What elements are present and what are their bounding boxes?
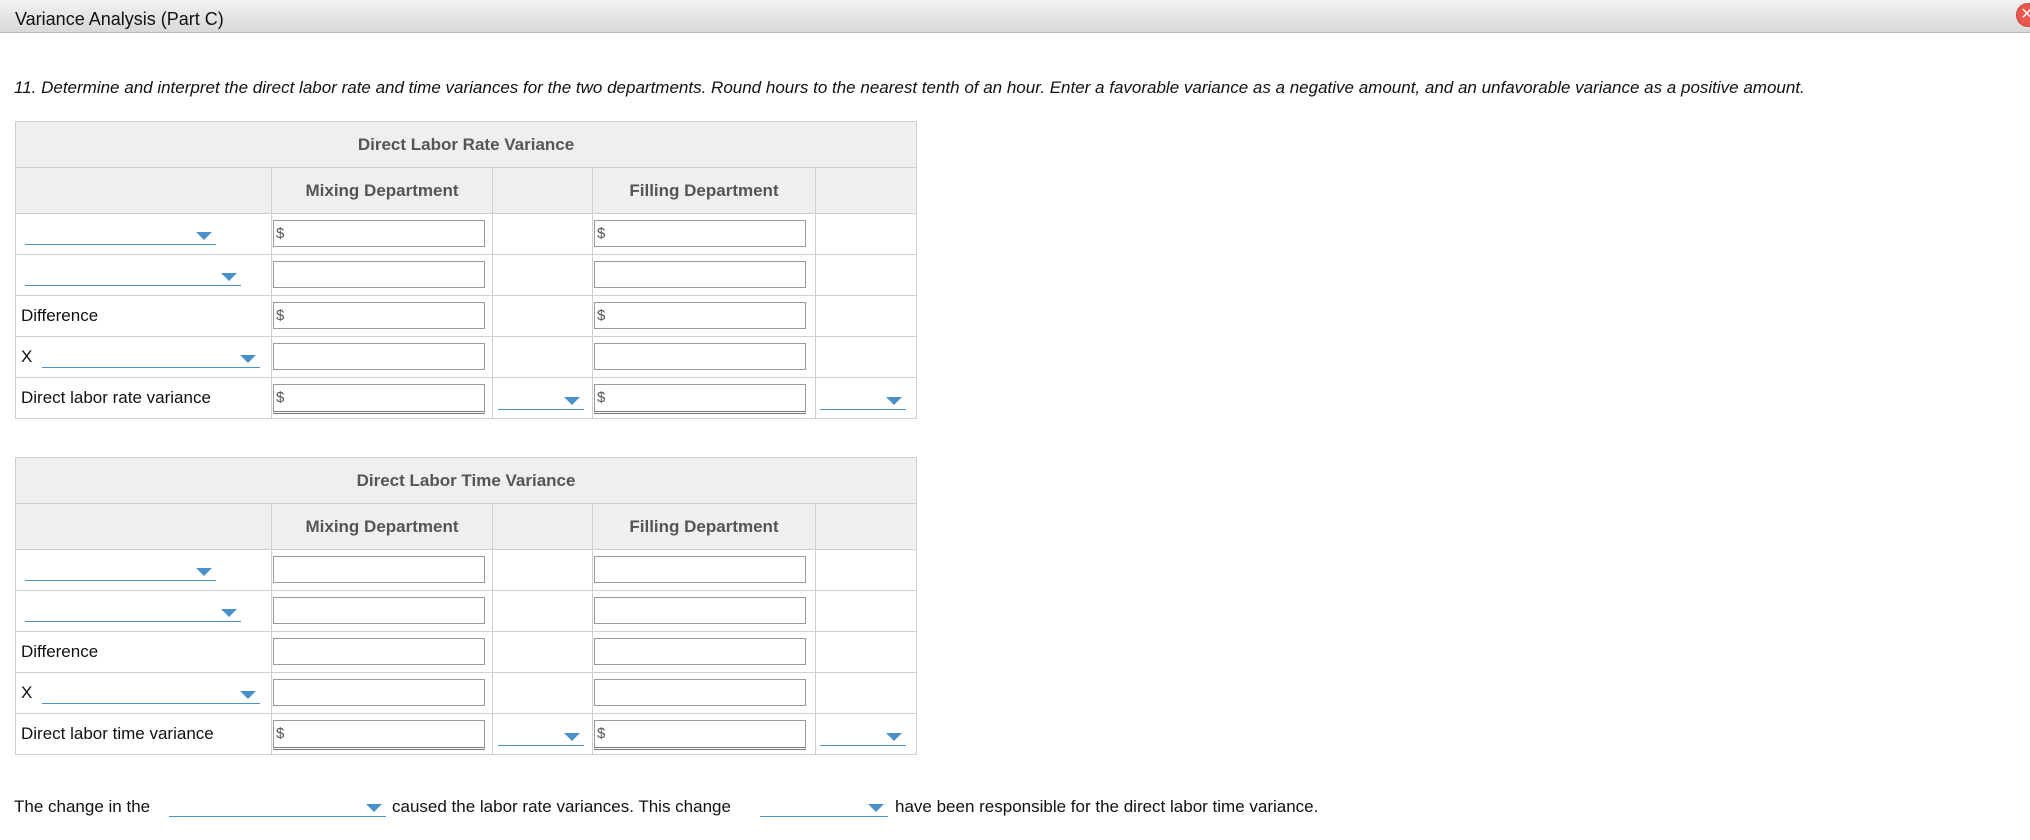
currency-symbol: $ bbox=[597, 225, 606, 242]
rate-x-dropdown[interactable] bbox=[42, 346, 260, 368]
sentence-part1: The change in the bbox=[14, 797, 151, 816]
mixing-header: Mixing Department bbox=[272, 504, 493, 550]
time-variance-table bbox=[15, 457, 917, 755]
cell bbox=[816, 378, 917, 419]
rate-row2-dropdown[interactable] bbox=[25, 264, 241, 286]
cell bbox=[272, 673, 493, 714]
cell bbox=[493, 337, 593, 378]
time-mixing-x-input[interactable] bbox=[273, 679, 485, 706]
cell bbox=[816, 337, 917, 378]
currency-symbol: $ bbox=[597, 389, 606, 406]
cell bbox=[493, 378, 593, 419]
time-x-label-cell bbox=[16, 673, 272, 714]
change-cause-dropdown[interactable] bbox=[169, 795, 386, 817]
currency-symbol: $ bbox=[597, 307, 606, 324]
cell bbox=[816, 550, 917, 591]
cell bbox=[593, 550, 816, 591]
cell bbox=[493, 714, 593, 755]
cell bbox=[272, 550, 493, 591]
time-difference-label: Difference bbox=[16, 632, 272, 673]
time-filling-row2-input[interactable] bbox=[594, 597, 806, 624]
blank-header bbox=[816, 504, 917, 550]
currency-symbol: $ bbox=[276, 307, 285, 324]
rate-filling-difference-input[interactable] bbox=[594, 302, 806, 329]
cell bbox=[493, 296, 593, 337]
rate-mixing-x-input[interactable] bbox=[273, 343, 485, 370]
time-mixing-row1-input[interactable] bbox=[273, 556, 485, 583]
cell bbox=[816, 591, 917, 632]
window-titlebar bbox=[0, 0, 2030, 33]
rate-x-label: X bbox=[21, 347, 33, 366]
cell bbox=[816, 214, 917, 255]
time-row2-dropdown[interactable] bbox=[25, 600, 241, 622]
time-mixing-variance-input[interactable] bbox=[273, 720, 485, 750]
cell bbox=[816, 714, 917, 755]
cell bbox=[493, 673, 593, 714]
cell bbox=[593, 673, 816, 714]
cell bbox=[493, 591, 593, 632]
cell bbox=[272, 255, 493, 296]
filling-header: Filling Department bbox=[593, 504, 816, 550]
rate-filling-row2-input[interactable] bbox=[594, 261, 806, 288]
rate-filling-variance-input[interactable] bbox=[594, 384, 806, 414]
currency-symbol: $ bbox=[276, 225, 285, 242]
rate-variance-table bbox=[15, 121, 917, 419]
time-filling-difference-input[interactable] bbox=[594, 638, 806, 665]
window-title: Variance Analysis (Part C) bbox=[15, 9, 224, 29]
cell bbox=[272, 632, 493, 673]
cell bbox=[816, 255, 917, 296]
cell bbox=[593, 632, 816, 673]
cell bbox=[493, 255, 593, 296]
rate-filling-fav-unfav-dropdown[interactable] bbox=[820, 388, 906, 410]
cell bbox=[593, 591, 816, 632]
rate-row2-label-cell bbox=[16, 255, 272, 296]
cell bbox=[593, 296, 816, 337]
rate-difference-label: Difference bbox=[16, 296, 272, 337]
cell bbox=[593, 214, 816, 255]
cell bbox=[272, 296, 493, 337]
rate-variance-label: Direct labor rate variance bbox=[16, 378, 272, 419]
blank-header bbox=[493, 504, 593, 550]
cell bbox=[493, 550, 593, 591]
cell bbox=[272, 378, 493, 419]
rate-filling-x-input[interactable] bbox=[594, 343, 806, 370]
rate-row1-label-cell bbox=[16, 214, 272, 255]
time-mixing-fav-unfav-dropdown[interactable] bbox=[498, 724, 584, 746]
blank-header bbox=[816, 168, 917, 214]
time-filling-variance-input[interactable] bbox=[594, 720, 806, 750]
time-filling-fav-unfav-dropdown[interactable] bbox=[820, 724, 906, 746]
time-row2-label-cell bbox=[16, 591, 272, 632]
currency-symbol: $ bbox=[276, 725, 285, 742]
responsibility-dropdown[interactable] bbox=[760, 795, 888, 817]
close-icon[interactable] bbox=[2016, 3, 2030, 27]
rate-filling-row1-input[interactable] bbox=[594, 220, 806, 247]
cell bbox=[593, 714, 816, 755]
time-mixing-row2-input[interactable] bbox=[273, 597, 485, 624]
rate-mixing-row1-input[interactable] bbox=[273, 220, 485, 247]
cell bbox=[272, 591, 493, 632]
filling-header: Filling Department bbox=[593, 168, 816, 214]
cell bbox=[593, 337, 816, 378]
time-mixing-difference-input[interactable] bbox=[273, 638, 485, 665]
rate-mixing-row2-input[interactable] bbox=[273, 261, 485, 288]
cell bbox=[816, 296, 917, 337]
sentence-part2: caused the labor rate variances. This change bbox=[392, 797, 731, 816]
cell bbox=[816, 632, 917, 673]
sentence-part3: have been responsible for the direct labor time variance. bbox=[895, 797, 1319, 816]
currency-symbol: $ bbox=[597, 725, 606, 742]
time-variance-label: Direct labor time variance bbox=[16, 714, 272, 755]
time-x-dropdown[interactable] bbox=[42, 682, 260, 704]
rate-mixing-fav-unfav-dropdown[interactable] bbox=[498, 388, 584, 410]
blank-header bbox=[16, 168, 272, 214]
cell bbox=[272, 214, 493, 255]
rate-mixing-variance-input[interactable] bbox=[273, 384, 485, 414]
cell bbox=[272, 337, 493, 378]
blank-header bbox=[16, 504, 272, 550]
cell bbox=[593, 255, 816, 296]
cell bbox=[493, 214, 593, 255]
rate-mixing-difference-input[interactable] bbox=[273, 302, 485, 329]
cell bbox=[593, 378, 816, 419]
time-table-title: Direct Labor Time Variance bbox=[16, 458, 917, 504]
time-row1-dropdown[interactable] bbox=[25, 559, 216, 581]
time-x-label: X bbox=[21, 683, 33, 702]
cell bbox=[816, 673, 917, 714]
mixing-header: Mixing Department bbox=[272, 168, 493, 214]
rate-x-label-cell bbox=[16, 337, 272, 378]
currency-symbol: $ bbox=[276, 389, 285, 406]
cell bbox=[272, 714, 493, 755]
time-filling-x-input[interactable] bbox=[594, 679, 806, 706]
time-filling-row1-input[interactable] bbox=[594, 556, 806, 583]
instruction-text: 11. Determine and interpret the direct labor rate and time variances for the two departments. Round hours to the nearest tenth of an hour. Enter a favorable variance as a negative amount, and an unfavorable variance as a positive amount. bbox=[14, 78, 1805, 97]
cell bbox=[493, 632, 593, 673]
time-row1-label-cell bbox=[16, 550, 272, 591]
rate-row1-dropdown[interactable] bbox=[25, 223, 216, 245]
rate-table-title: Direct Labor Rate Variance bbox=[16, 122, 917, 168]
blank-header bbox=[493, 168, 593, 214]
